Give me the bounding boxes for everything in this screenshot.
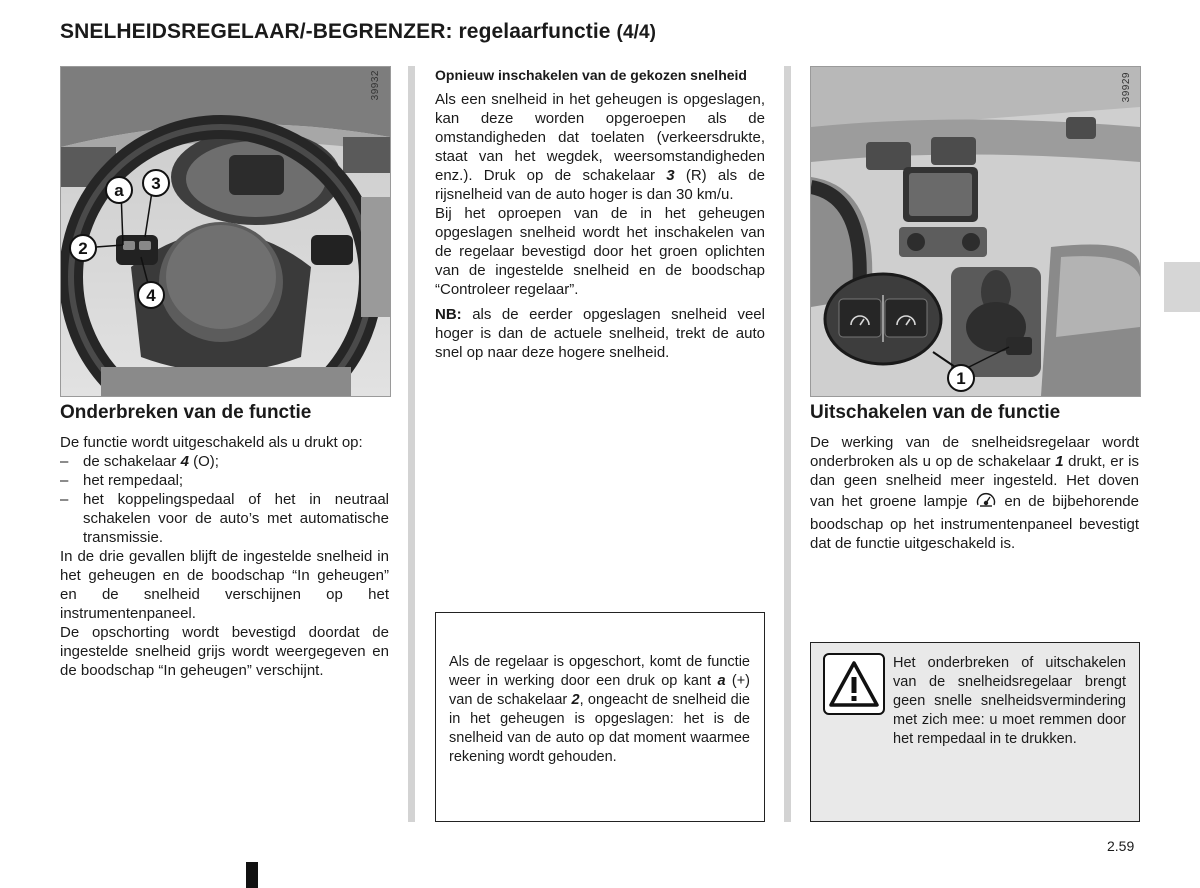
- nb-label: NB:: [435, 306, 462, 323]
- list-item: – de schakelaar 4 (O);: [60, 452, 389, 471]
- callout-a: a: [114, 181, 124, 200]
- list-item: – het koppelingspedaal of het in neutraal schakelen voor de auto’s met automatische transmissie.: [60, 490, 389, 547]
- page-title-part: (4/4): [616, 22, 657, 43]
- column-separator-left: [408, 66, 415, 822]
- nb-note: NB: als de eerder opgeslagen snelheid veel hoger is dan de actuele snelheid, trekt de auto snel op naar deze hogere snelheid.: [435, 306, 765, 361]
- chapter-side-tab: [1164, 262, 1200, 312]
- reactivate-subheading: Opnieuw inschakelen van de gekozen snelheid: [435, 67, 747, 83]
- steering-wheel-illustration: [61, 67, 390, 396]
- info-box-resume: [435, 612, 765, 822]
- callout-3: 3: [151, 174, 161, 193]
- page-title: [60, 20, 656, 44]
- crop-mark: [246, 862, 258, 888]
- figure-code-left: 39932: [370, 70, 381, 101]
- middle-text-block: [435, 66, 765, 362]
- callout-2: 2: [78, 239, 88, 258]
- section-heading-interrupt: Onderbreken van de functie: [60, 402, 312, 423]
- page-number: 2.59: [1107, 838, 1135, 854]
- warning-text: Het onderbreken of uitschakelen van de snelheidsregelaar brengt geen snelle snelheidsvermindering met zich mee: u moet remmen door het rempedaal in te drukken.: [893, 655, 1126, 747]
- section-heading-deactivate: Uitschakelen van de functie: [810, 402, 1061, 423]
- interrupt-paragraph-2: In de drie gevallen blijft de ingestelde snelheid in het geheugen en de boodschap “In geheugen” en de snelheid verschijnen op het instrumentenpaneel.: [60, 548, 389, 622]
- steering-wheel-figure: [60, 66, 391, 397]
- right-text-block: [810, 433, 1139, 553]
- callout-4: 4: [146, 286, 156, 305]
- reactivate-paragraph-1: Als een snelheid in het geheugen is opgeslagen, kan deze worden opgeroepen als de omstandigheden dat toelaten (verkeersdrukte, staat van het wegdek, weersomstandigheden enz.). Druk op de schakelaar 3 (R) als de rijsnelheid van de auto hoger is dan 30 km/u.: [435, 91, 765, 203]
- callout-1: 1: [956, 369, 966, 388]
- reactivate-paragraph-2: Bij het oproepen van de in het geheugen opgeslagen snelheid wordt het inschakelen van de regelaar bevestigd door het groen oplichten van de ingestelde snelheid en de boodschap “Controleer regelaar”.: [435, 205, 765, 298]
- list-item: – het rempedaal;: [60, 471, 389, 490]
- interrupt-paragraph-3: De opschorting wordt bevestigd doordat de ingestelde snelheid grijs wordt weergegeven en de boodschap “In geheugen” verschijnt.: [60, 624, 389, 679]
- column-separator-right: [784, 66, 791, 822]
- interrupt-intro: De functie wordt uitgeschakeld als u drukt op:: [60, 434, 363, 451]
- left-text-block: [60, 433, 389, 680]
- interrupt-list: [60, 452, 389, 547]
- warning-box: [810, 642, 1140, 822]
- info-box-text: Als de regelaar is opgeschort, komt de functie weer in werking door een druk op kant a (+) van de schakelaar 2, ongeacht de snelheid die in het geheugen is opgeslagen: het is de snelheid van de auto op dat moment waarmee rekening wordt gehouden.: [449, 654, 750, 765]
- console-illustration: [811, 67, 1140, 396]
- page-title-text: SNELHEIDSREGELAAR/-BEGRENZER: regelaarfunctie: [60, 20, 611, 43]
- console-figure: [810, 66, 1141, 397]
- deactivate-paragraph: De werking van de snelheidsregelaar wordt onderbroken als u op de schakelaar 1 drukt, er is dan geen snelheid meer ingesteld. Het doven van het groene lampje en de bijbehorende boodschap op het instrumentenpaneel bevestigt dat de functie uitgeschakeld is.: [810, 434, 1139, 552]
- cruise-control-lamp-icon: [975, 490, 997, 515]
- figure-code-right: 39929: [1121, 72, 1132, 103]
